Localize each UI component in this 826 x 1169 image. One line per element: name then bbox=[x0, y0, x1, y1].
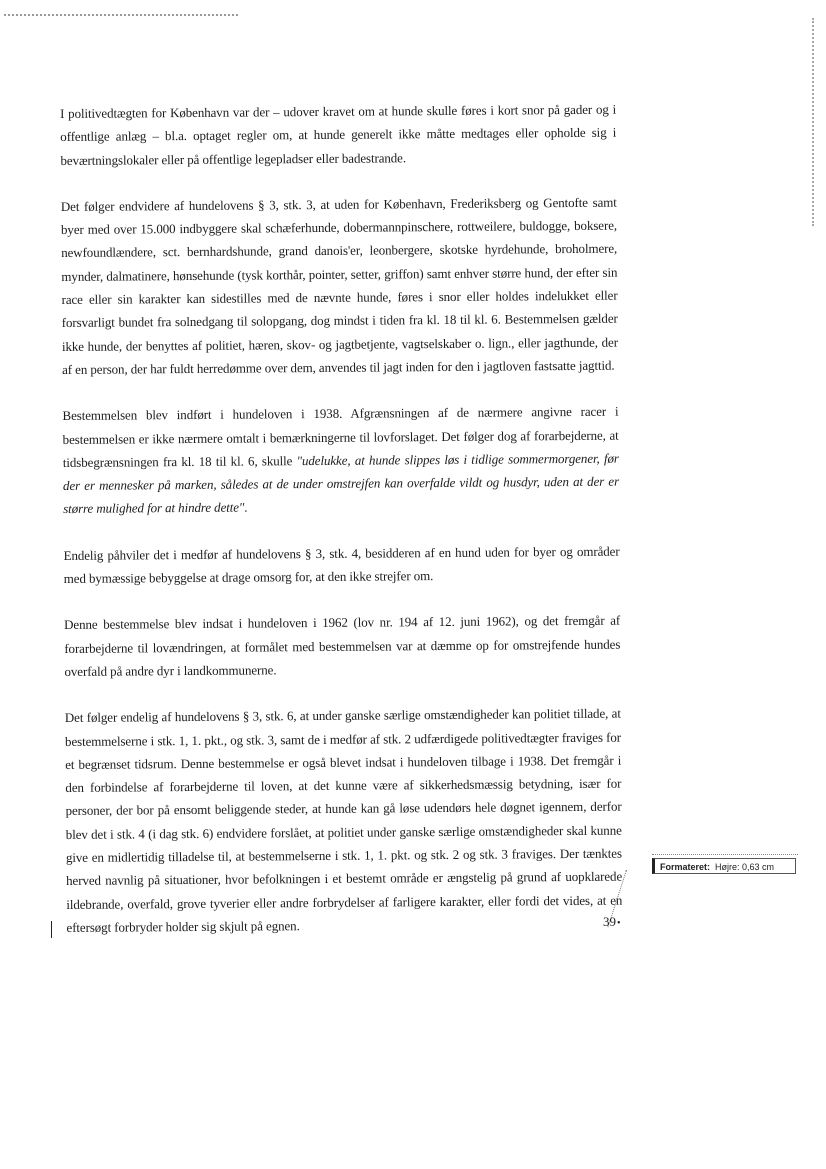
scan-artifact-right bbox=[812, 18, 814, 226]
paragraph-text: Endelig påhviler det i medfør af hundelovens § 3, stk. 4, besidderen af en hund uden for byer og områder med bymæssige bebyggelse at drage omsorg for, at den ikke strejfer om. bbox=[63, 543, 620, 587]
format-comment-balloon[interactable] bbox=[652, 858, 796, 874]
paragraph-text: I politivedtægten for København var der – udover kravet om at hunde skulle føres i kort snor på gader og i offentlige anlæg – bl.a. optaget regler om, at hunde generelt ikke måtte medtages eller opholde sig i beværtningslokaler eller på offentlige legepladser eller badestrande. bbox=[60, 101, 617, 168]
page-number bbox=[603, 914, 621, 930]
scan-artifact-top bbox=[4, 14, 238, 16]
paragraph-4 bbox=[63, 539, 619, 590]
text-cursor bbox=[51, 921, 52, 938]
paragraph-mark: • bbox=[617, 918, 621, 929]
paragraph-3 bbox=[62, 400, 619, 521]
paragraph-text-end: . bbox=[244, 499, 248, 516]
paragraph-text: Det følger endvidere af hundelovens § 3, stk. 3, at uden for København, Frederiksberg og Gentofte samt byer med over 15.000 indbyggere skal schæferhunde, dobermannpinschere, rottweilere, buldogge, boksere, newfoundlændere, sct. bernhardshunde, grand danois'er, leonbergere, skotske hyrdehunde, broholmere, mynder, dalmatinere, hønsehunde (tysk korthår, pointer, setter, griffon) samt enhver større hund, der efter sin race eller sin karakter kan sidestilles med de nævnte hunde, føres i snor eller holdes indelukket eller forsvarligt bundet fra solnedgang til solopgang, dog mindst i tiden fra kl. 18 til kl. 6. Bestemmelsen gælder ikke hunde, der benyttes af politiet, hæren, skov- og jagtbetjente, vagtselskaber o. lign., eller jagthunde, der af en person, der har fuldt herredømme over dem, anvendes til jagt inden for den i jagtloven fastsatte jagttid. bbox=[60, 194, 618, 377]
paragraph-text: Denne bestemmelse blev indsat i hundeloven i 1962 (lov nr. 194 af 12. juni 1962), og det fremgår af forarbejderne til lovændringen, at formålet med bestemmelsen var at dæmme op for omstrejfende hundes overfald på andre dyr i landkommunerne. bbox=[64, 612, 621, 679]
comment-connector-dots bbox=[652, 854, 798, 855]
comment-label: Formateret: bbox=[660, 862, 711, 872]
paragraph-1 bbox=[60, 98, 617, 172]
paragraph-quote: "udelukke, at hunde slippes løs i tidlige sommermorgener, før der er mennesker på marken, således at de under omstrejfen kan overfalde vildt og husdyr, uden at der er større mulighed for at hindre dette" bbox=[62, 450, 620, 517]
paragraph-5 bbox=[64, 609, 621, 683]
page-number-value: 39 bbox=[603, 914, 616, 929]
paragraph-2 bbox=[61, 191, 618, 382]
paragraph-text: Bestemmelsen blev indført i hundeloven i 1938. Afgrænsningen af de nærmere angivne racer i bestemmelsen er ikke nærmere omtalt i bemærkningerne til lovforslaget. Det følger dog af forarbejderne, at tidsbegrænsningen fra kl. 18 til kl. 6, skulle bbox=[62, 403, 619, 470]
document-body bbox=[60, 98, 623, 963]
comment-detail: Højre: 0,63 cm bbox=[715, 862, 775, 872]
paragraph-text: Det følger endelig af hundelovens § 3, stk. 6, at under ganske særlige omstændigheder kan politiet tillade, at bestemmelserne i stk. 1, 1. pkt., og stk. 3, samt de i medfør af stk. 2 udfærdigede politivedtægter fraviges for et begrænset tidsrum. Denne bestemmelse er også blevet indsat i hundeloven tilbage i 1938. Det fremgår i den forbindelse af forarbejderne til loven, at det kunne være af sikkerhedsmæssig betydning, især for personer, der bor på ensomt beliggende steder, at hunde kan gå løse udendørs hele døgnet igennem, derfor blev det i stk. 4 (i dag stk. 6) endvidere forslået, at politiet under ganske særlige omstændigheder skal kunne give en midlertidig tilladelse til, at bestemmelserne i stk. 1, 1. pkt. og stk. 2 og stk. 3 fraviges. Der tænktes herved navnlig på situationer, hvor befolkningen i et bestemt område er ængstelig på grund af uopklarede ildebrande, overfald, grove tyverier eller andre forbrydelser af farligere karakter, eller fordi det vides, at en eftersøgt forbryder holder sig skjult på egnen. bbox=[64, 705, 623, 935]
paragraph-6 bbox=[65, 702, 623, 939]
